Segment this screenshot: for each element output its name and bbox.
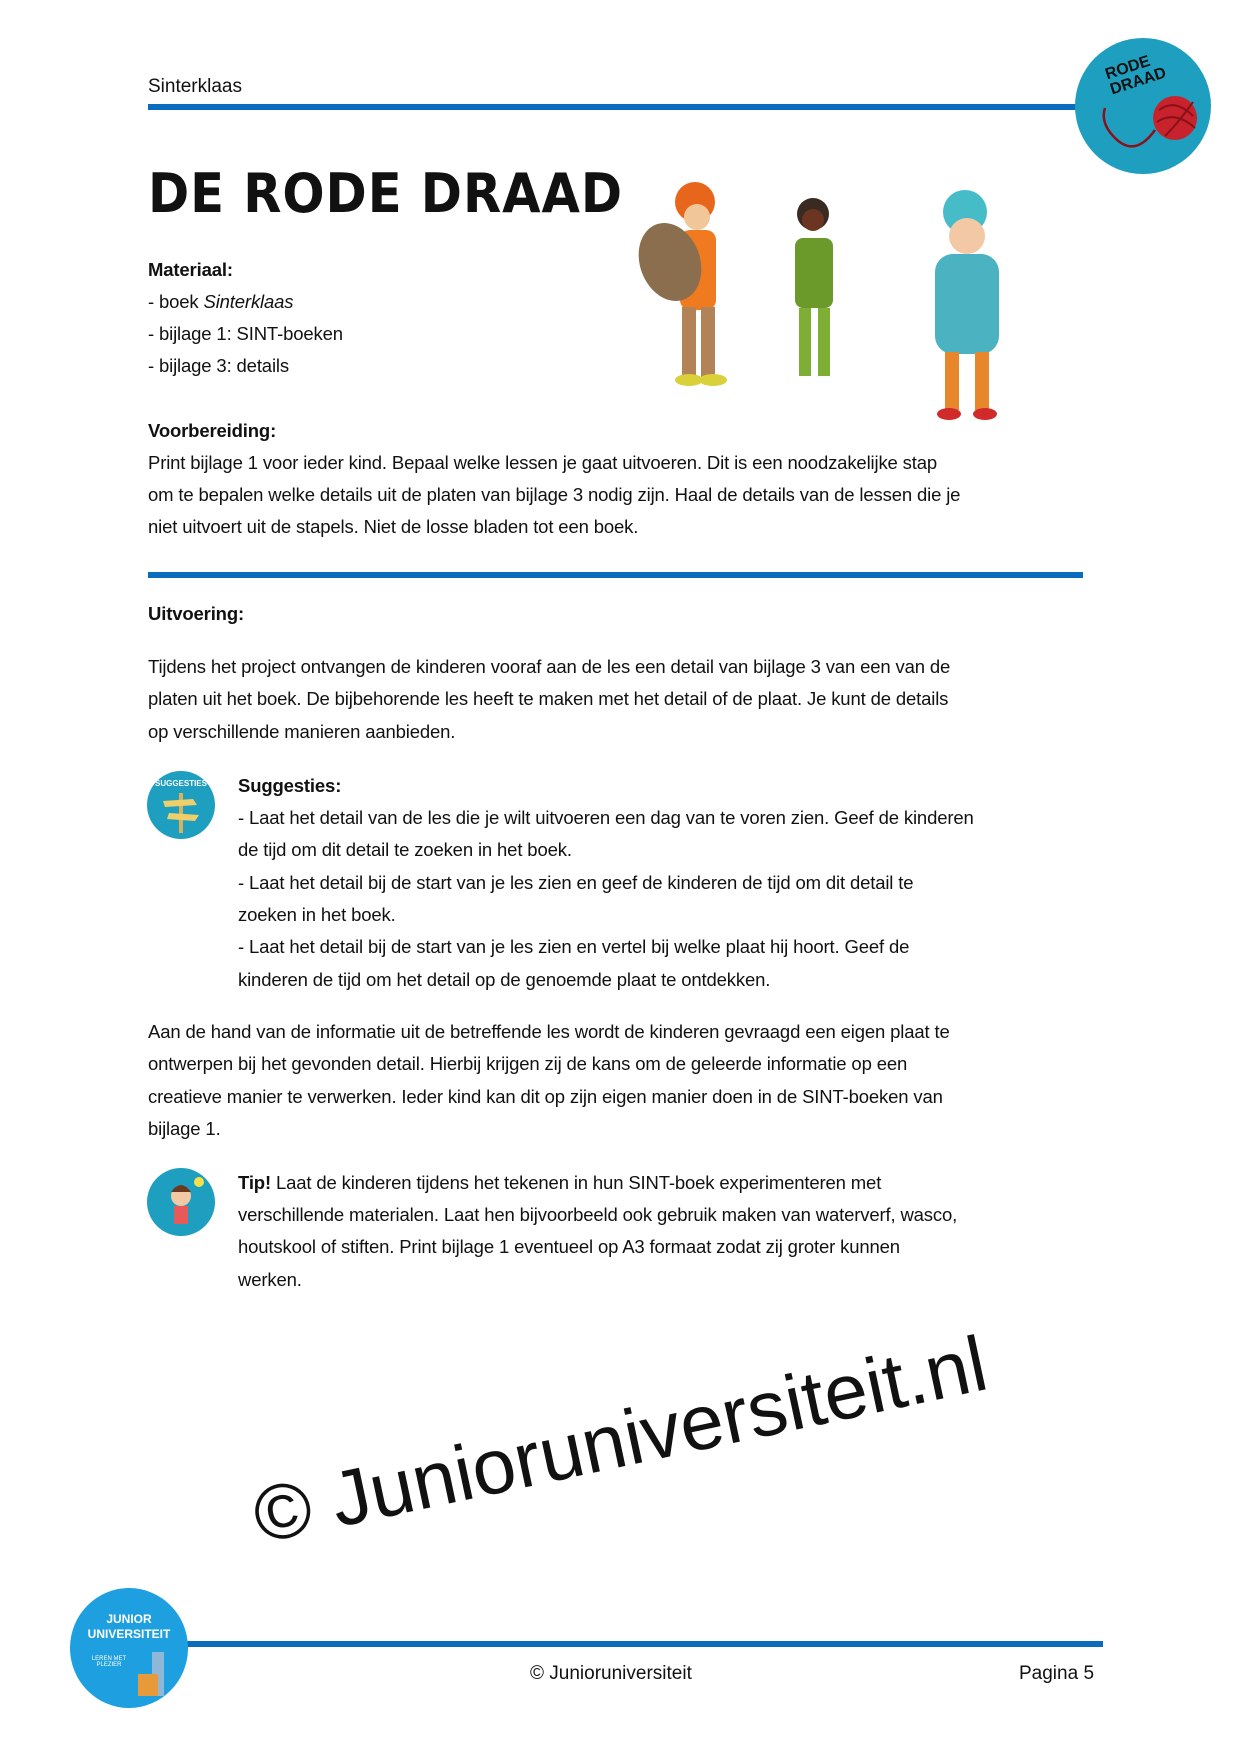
book-title: Sinterklaas bbox=[203, 291, 294, 312]
pieten-illustration bbox=[635, 172, 1045, 440]
tip-line: verschillende materialen. Laat hen bijvoorbeeld ook gebruik maken van waterverf, wasco, bbox=[238, 1204, 958, 1225]
suggestion-line: - Laat het detail bij de start van je les zien en vertel bij welke plaat hij hoort. Geef de bbox=[238, 936, 910, 957]
header-rule bbox=[148, 104, 1083, 110]
materiaal-item: - bijlage 3: details bbox=[148, 355, 289, 376]
footer-copyright: © Junioruniversiteit bbox=[530, 1663, 692, 1684]
paragraph-line: op verschillende manieren aanbieden. bbox=[148, 721, 456, 742]
suggesties-heading: Suggesties: bbox=[238, 775, 342, 796]
tip-line: werken. bbox=[238, 1269, 302, 1290]
logo-text: RODE DRAAD bbox=[1103, 52, 1169, 99]
logo-subtext: LEREN MET PLEZIER bbox=[91, 1656, 127, 1668]
page-number: Pagina 5 bbox=[1019, 1663, 1095, 1684]
icon-label: SUGGESTIES bbox=[154, 779, 207, 788]
junior-universiteit-logo bbox=[70, 1588, 188, 1708]
signpost-icon bbox=[147, 771, 215, 839]
suggestion-line: de tijd om dit detail te zoeken in het boek. bbox=[238, 839, 572, 860]
voorbereiding-heading: Voorbereiding: bbox=[148, 420, 277, 441]
paragraph-line: Aan de hand van de informatie uit de betreffende les wordt de kinderen gevraagd een eigen plaat te bbox=[148, 1021, 950, 1042]
suggestion-line: zoeken in het boek. bbox=[238, 904, 396, 925]
page-title: DE RODE DRAAD bbox=[148, 162, 624, 225]
paragraph-line: platen uit het boek. De bijbehorende les heeft te maken met het detail of de plaat. Je kunt de details bbox=[148, 688, 949, 709]
item-text: - boek bbox=[148, 291, 204, 312]
suggestion-line: - Laat het detail van de les die je wilt uitvoeren een dag van te voren zien. Geef de kinderen bbox=[238, 807, 974, 828]
tip-label: Tip! bbox=[238, 1172, 271, 1193]
tip-line: houtskool of stiften. Print bijlage 1 eventueel op A3 formaat zodat zij groter kunnen bbox=[238, 1236, 900, 1257]
watermark: © Junioruniversiteit.nl bbox=[245, 1318, 995, 1561]
uitvoering-heading: Uitvoering: bbox=[148, 603, 244, 624]
rode-draad-logo bbox=[1075, 38, 1211, 174]
suggestion-line: kinderen de tijd om het detail op de genoemde plaat te ontdekken. bbox=[238, 969, 771, 990]
paragraph-line: ontwerpen bij het gevonden detail. Hierbij krijgen zij de kans om de geleerde informatie op een bbox=[148, 1053, 908, 1074]
materiaal-item: - bijlage 1: SINT-boeken bbox=[148, 323, 343, 344]
paragraph-line: creatieve manier te verwerken. Ieder kind kan dit op zijn eigen manier doen in de SINT-boeken van bbox=[148, 1086, 943, 1107]
footer-rule bbox=[185, 1641, 1103, 1647]
paragraph-line: Print bijlage 1 voor ieder kind. Bepaal welke lessen je gaat uitvoeren. Dit is een noodzakelijke stap bbox=[148, 452, 938, 473]
tip-text: Laat de kinderen tijdens het tekenen in hun SINT-boek experimenteren met bbox=[270, 1172, 882, 1193]
header-section-title: Sinterklaas bbox=[148, 76, 242, 97]
materiaal-item bbox=[148, 291, 293, 313]
paragraph-line: bijlage 1. bbox=[148, 1118, 221, 1139]
section-divider bbox=[148, 572, 1083, 578]
suggestion-line: - Laat het detail bij de start van je les zien en geef de kinderen de tijd om dit detail te bbox=[238, 872, 914, 893]
tip-line bbox=[238, 1172, 881, 1194]
tip-girl-icon bbox=[147, 1168, 215, 1236]
paragraph-line: Tijdens het project ontvangen de kinderen vooraf aan de les een detail van bijlage 3 van een van de bbox=[148, 656, 951, 677]
paragraph-line: niet uitvoert uit de stapels. Niet de losse bladen tot een boek. bbox=[148, 516, 639, 537]
logo-text: JUNIOR UNIVERSITEIT bbox=[87, 1612, 171, 1641]
materiaal-heading: Materiaal: bbox=[148, 259, 233, 280]
paragraph-line: om te bepalen welke details uit de platen van bijlage 3 nodig zijn. Haal de details van de lessen die je bbox=[148, 484, 961, 505]
